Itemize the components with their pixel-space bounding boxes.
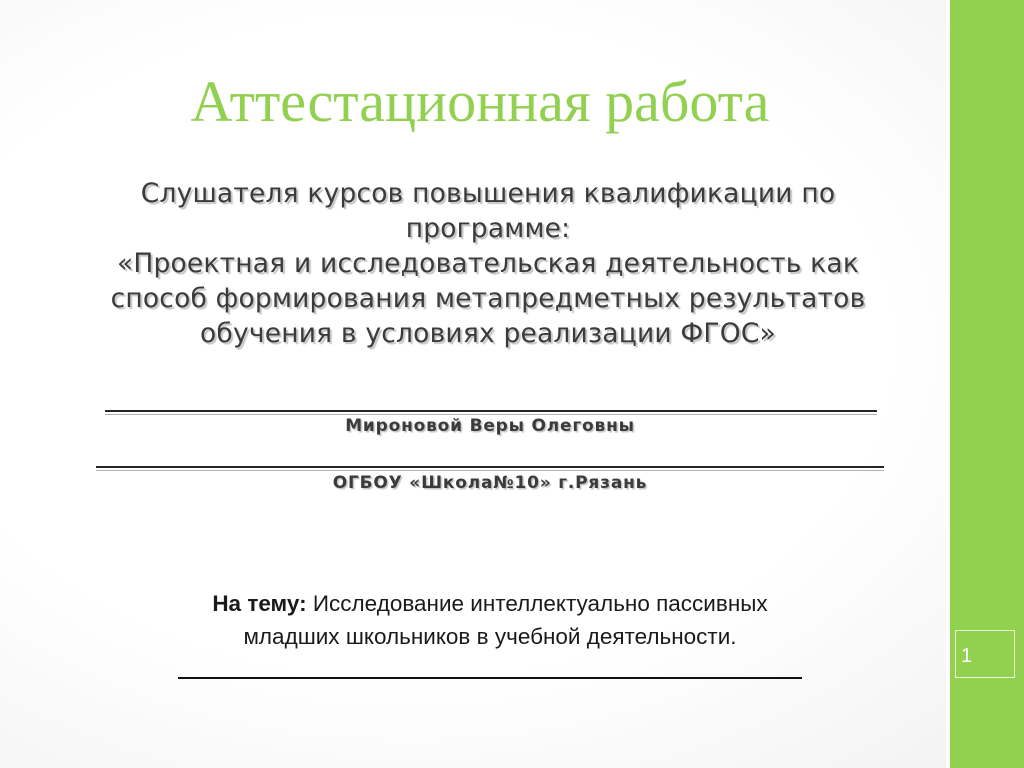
- subtitle-line: Слушателя курсов повышения квалификации по: [140, 178, 836, 209]
- topic-line-1: [140, 587, 840, 620]
- slide-title: Аттестационная работа: [190, 69, 770, 134]
- subtitle-line: «Проектная и исследовательская деятельность как: [116, 248, 860, 279]
- topic-underline: [178, 677, 802, 679]
- subtitle-line: обучения в условиях реализации ФГОС»: [200, 318, 776, 349]
- organization-name: ОГБОУ «Школа№10» г.Рязань: [332, 473, 648, 493]
- topic-text-2: младших школьников в учебной деятельности.: [243, 624, 737, 649]
- author-name: Мироновой Веры Олеговны: [345, 416, 635, 436]
- subtitle-line: программе:: [405, 213, 571, 244]
- author-rule: [105, 410, 877, 412]
- topic-text-1: Исследование интеллектуально пассивных: [306, 591, 768, 616]
- slide-number: 1: [955, 630, 1015, 678]
- subtitle-line: способ формирования метапредметных результатов: [110, 283, 866, 314]
- slide-subtitle: [70, 176, 906, 351]
- topic-block: [140, 587, 840, 653]
- organization-rule: [96, 466, 884, 468]
- topic-label: На тему:: [212, 591, 307, 616]
